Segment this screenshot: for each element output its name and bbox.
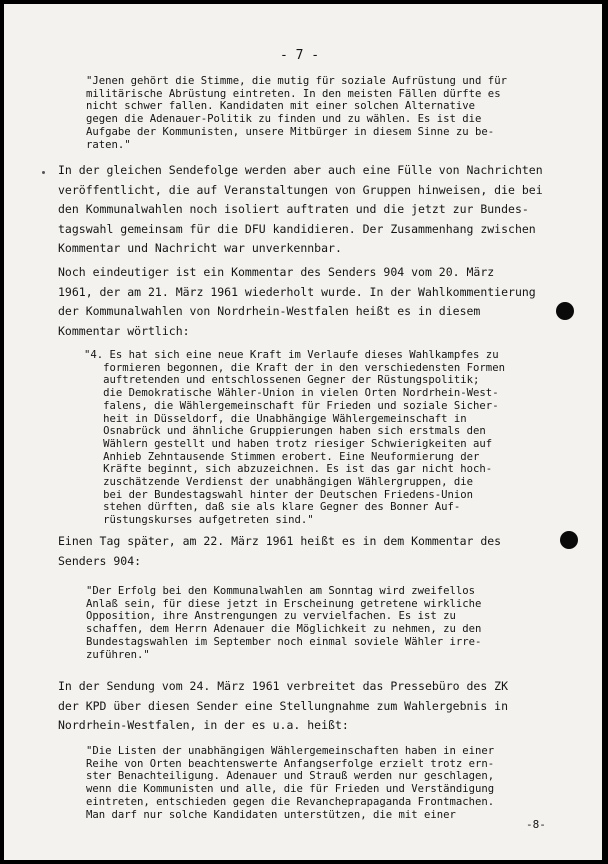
- continuation-page-marker: -8-: [526, 818, 546, 831]
- quote-block-3: "Der Erfolg bei den Kommunalwahlen am Sonntag wird zweifellos Anlaß sein, für diese jetzt in Erscheinung getretene wirkliche Opposition, ihre Anstrengungen zu vervielfachen. Es ist zu schaffen, dem Herrn Adenauer die Möglichkeit zu nehmen, zu den Bundestagswahlen im September noch einmal soviele Wähler irre- zuführen.": [86, 585, 482, 661]
- page-number: - 7 -: [280, 48, 320, 63]
- paragraph-3: Einen Tag später, am 22. März 1961 heißt es in dem Kommentar des Senders 904:: [58, 534, 502, 568]
- punch-hole-bottom: [560, 531, 578, 549]
- quote-block-4: "Die Listen der unabhängigen Wählergemeinschaften haben in einer Reihe von Orten beachtenswerte Anfangserfolge erzielt trotz ern- ster Benachteiligung. Adenauer und Strauß werden nur geschlagen, wenn die Kommunisten und alle, die für Frieden und Verständigung eintreten, entschieden gegen die Revancheprapaganda Frontmachen. Man darf nur solche Kandidaten unterstützen, die mit einer: [86, 745, 495, 821]
- quote-block-2: "4. Es hat sich eine neue Kraft im Verlaufe dieses Wahlkampfes zu formieren begonnen, die Kraft der in den verschiedensten Formen auftretenden und entschlossenen Gegner der Rüstungspolitik; die Demokratische Wähler-Union in vielen Orten Nordrhein-West- falens, die Wählergemeinschaft für Frieden und soziale Sicher- heit in Düsseldorf, die Unabhängige Wählergemeinschaft in Osnabrück und ähnliche Gruppierungen haben sich erstmals den Wählern gestellt und haben trotz riesiger Schwierigkeiten auf Anhieb Zehntausende Stimmen erobert. Eine Neuformierung der Kräfte beginnt, sich abzuzeichnen. Es ist das gar nicht hoch- zuschätzende Verdienst der unabhängigen Wählergruppen, die bei der Bundestagswahl hinter der Deutschen Friedens-Union stehen dürften, daß sie als klare Gegner des Bonner Auf- rüstungskurses aufgetreten sind.": [84, 349, 505, 527]
- quote-block-1: "Jenen gehört die Stimme, die mutig für soziale Aufrüstung und für militärische Abrüstung eintreten. In den meisten Fällen dürfte es nicht schwer fallen. Kandidaten mit einer solchen Alternative gegen die Adenauer-Politik zu finden und zu wählen. Es ist die Aufgabe der Kommunisten, unsere Mitbürger in diesem Sinne zu be- raten.": [86, 75, 507, 151]
- punch-hole-top: [556, 302, 574, 320]
- document-page: [4, 4, 602, 860]
- paragraph-4: In der Sendung vom 24. März 1961 verbreitet das Pressebüro des ZK der KPD über diesen Sender eine Stellungnahme zum Wahlergebnis in Nordrhein-Westfalen, in der es u.a. heißt:: [58, 679, 509, 733]
- margin-speck: [42, 171, 45, 174]
- paragraph-1: In der gleichen Sendefolge werden aber auch eine Fülle von Nachrichten veröffentlicht, die auf Veranstaltungen von Gruppen hinweisen, die bei den Kommunalwahlen noch isoliert auftraten und die jetzt zur Bundes- tagswahl gemeinsam für die DFU kandidieren. Der Zusammenhang zwischen Kommentar und Nachricht war unverkennbar.: [58, 163, 543, 256]
- typed-text-area: [4, 4, 602, 860]
- paragraph-2: Noch eindeutiger ist ein Kommentar des Senders 904 vom 20. März 1961, der am 21. März 1961 wiederholt wurde. In der Wahlkommentierung der Kommunalwahlen von Nordrhein-Westfalen heißt es in diesem Kommentar wörtlich:: [58, 265, 536, 338]
